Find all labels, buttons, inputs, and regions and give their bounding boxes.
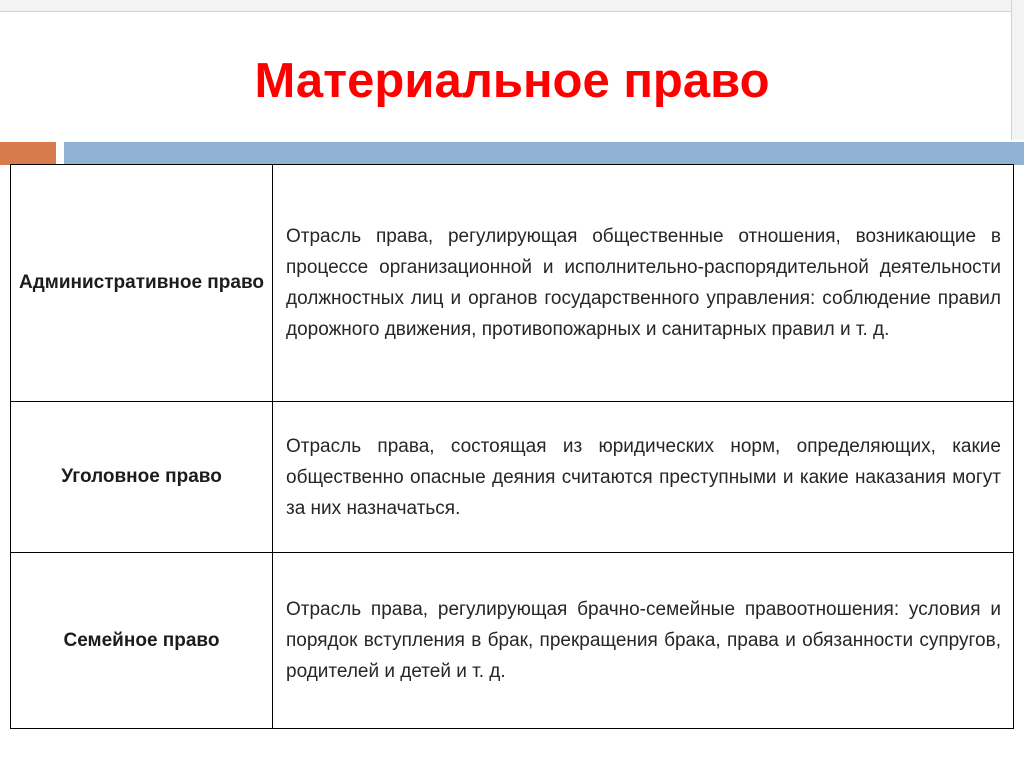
- law-name-cell: Семейное право: [11, 553, 273, 729]
- accent-band-blue: [64, 142, 1024, 165]
- accent-band-orange: [0, 142, 56, 165]
- accent-band-gap: [56, 142, 64, 165]
- law-name-cell: Уголовное право: [11, 402, 273, 553]
- law-description-cell: Отрасль права, регулирующая общественные отношения, возникающие в процессе организационной и исполнительно-распорядительной деятельности должностных лиц и органов государственного управления: соблюдение правил дорожного движения, противопожарных и санитарных правил и т. д.: [273, 165, 1014, 402]
- table-row: [11, 553, 1014, 729]
- law-description-cell: Отрасль права, состоящая из юридических норм, определяющих, какие общественно опасные деяния считаются преступными и какие наказания могут за них назначаться.: [273, 402, 1014, 553]
- law-name-cell: Административное право: [11, 165, 273, 402]
- table-row: [11, 402, 1014, 553]
- slide-frame-top: [0, 0, 1024, 12]
- slide-title: Материальное право: [254, 54, 770, 108]
- table-row: [11, 165, 1014, 402]
- law-description-cell: Отрасль права, регулирующая брачно-семейные правоотношения: условия и порядок вступления в брак, прекращения брака, права и обязанности супругов, родителей и детей и т. д.: [273, 553, 1014, 729]
- law-branches-table: [10, 164, 1014, 729]
